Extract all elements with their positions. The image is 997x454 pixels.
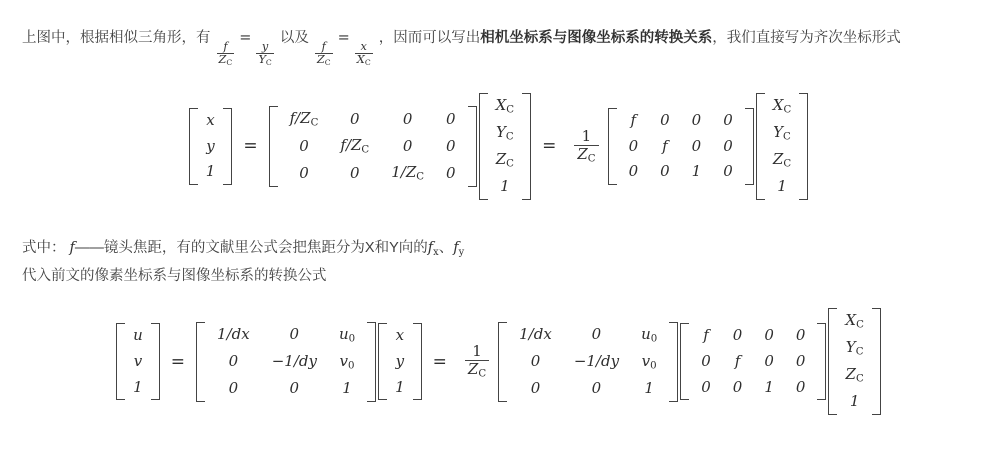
bracket-left [498,322,507,402]
matrix-intrinsic: 1/dx 0 u0 0 −1/dy v0 0 0 1 [196,322,376,402]
bracket-left [608,108,617,185]
equals-sign: = [239,30,252,46]
focal-note-comma: 、 [438,239,454,256]
matrix-projection-scaled: f/ZC 0 0 0 0 f/ZC 0 0 0 0 1/ZC 0 [269,106,477,187]
focal-note-text: ——镜头焦距，有的文献里公式会把焦距分为X和Y向的 [74,239,428,256]
fraction-f-over-zc-2: $\frac{f}{Z_C}$ [316,39,331,67]
bracket-left [269,106,278,187]
bracket-left [378,323,387,400]
vector-camera-coords: XC YC ZC 1 [479,93,531,200]
bracket-right [522,93,531,200]
bracket-left [196,322,205,402]
bracket-right [669,322,678,402]
scalar-one-over-zc: $\frac{1}{ZC}$ [465,343,489,381]
bracket-right [745,108,754,185]
symbol-fy: $f_y$ [453,239,465,258]
paragraph-intro-mid: 以及 [279,30,309,46]
equation-camera-to-image [0,93,997,200]
bracket-right [367,322,376,402]
equals-1: = [170,351,186,372]
bracket-left [116,323,125,400]
equation-pixel-to-camera [0,308,997,415]
matrix-focal: f 0 0 0 0 f 0 0 0 0 1 0 [608,108,754,185]
inline-relation-1 [215,30,276,67]
bracket-left [828,308,837,415]
bracket-right [413,323,422,400]
paragraph-intro [0,0,997,67]
bracket-right [223,108,232,185]
bracket-left [479,93,488,200]
bracket-left [756,93,765,200]
fraction-x-over-xc: $\frac{x}{X_C}$ [356,39,371,67]
scalar-one-over-zc: $\frac{1}{ZC}$ [574,128,598,166]
vector-camera-coords: XC YC ZC 1 [828,308,880,415]
equals-2: = [432,351,447,372]
vector-image-coords: x y 1 [189,108,233,185]
vector-pixel-coords: u v 1 [116,323,160,400]
equals-sign-2: = [337,30,350,46]
symbol-f: f [69,239,75,256]
bracket-right [799,93,808,200]
bracket-right [468,106,477,187]
equals-1: = [243,136,258,157]
bracket-right [151,323,160,400]
paragraph-focal-note [0,234,997,262]
symbol-fx: $f_x$ [427,239,439,258]
paragraph-substitute: 代入前文的像素坐标系与图像坐标系的转换公式 [22,268,327,285]
bracket-right [872,308,881,415]
bracket-right [817,323,826,400]
paragraph-intro-bold: 相机坐标系与图像坐标系的转换关系 [480,30,713,46]
fraction-f-over-zc: $\frac{f}{Z_C}$ [218,39,233,67]
matrix-intrinsic-2: 1/dx 0 u0 0 −1/dy v0 0 0 1 [498,322,678,402]
fraction-y-over-yc: $\frac{y}{Y_C}$ [258,39,272,67]
focal-note-prefix: 式中： [22,239,66,256]
equals-2: = [542,136,557,157]
inline-relation-2 [313,30,375,67]
paragraph-intro-lead: 上图中，根据相似三角形，有 [22,30,211,46]
paragraph-intro-after: ，因而可以写出 [378,30,481,46]
bracket-left [680,323,689,400]
matrix-focal: f 0 0 0 0 f 0 0 0 0 1 0 [680,323,826,400]
paragraph-intro-tail: ，我们直接写为齐次坐标形式 [712,30,901,46]
vector-image-coords: x y 1 [378,323,422,400]
bracket-left [189,108,198,185]
vector-camera-coords-2: XC YC ZC 1 [756,93,808,200]
spacer [0,200,997,234]
